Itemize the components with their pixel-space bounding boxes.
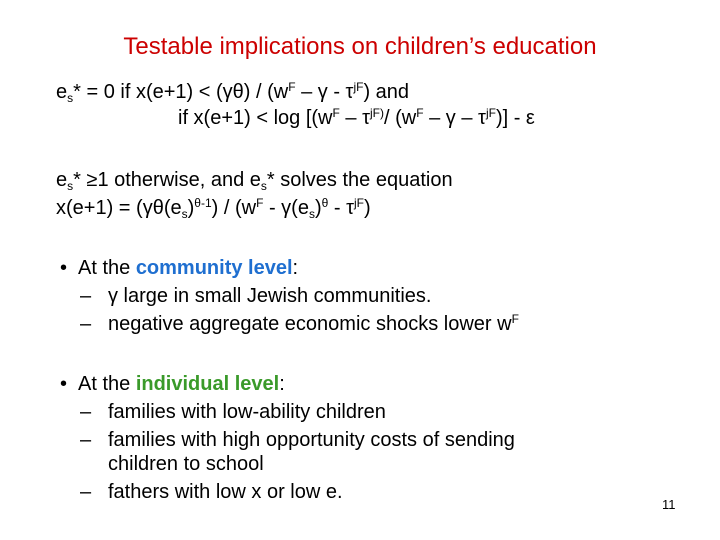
equation-line-2: if $x(e+1) < \log [(w^F - \tau^{jF)}/$ ($w^F$ – γ – $\tau^{jF}$)] - ε bbox=[178, 106, 535, 129]
equation-line-1: $e_s* = 0$ if $x(e+1) < (\gamma\theta) / (w^F - \gamma - \tau^{jF})$ and bbox=[56, 80, 410, 105]
page-number: 11 bbox=[662, 497, 676, 512]
community-level-highlight: community level bbox=[135, 257, 293, 279]
sub-bullet-item: negative aggregate economic shocks lower $w^F$ bbox=[108, 312, 519, 335]
bullet-community-level: At the community level: bbox=[78, 257, 299, 279]
sub-bullet-item-continuation: children to school bbox=[108, 453, 264, 475]
bullet-marker: • bbox=[60, 257, 68, 279]
sub-bullet-marker: – bbox=[80, 313, 92, 335]
sub-bullet-item: families with high opportunity costs of sending bbox=[108, 429, 515, 451]
sub-bullet-item: γ large in small Jewish communities. bbox=[108, 285, 432, 307]
equation-line-3: $e_s* \ge 1$ otherwise, and $e_s*$ solves the equation bbox=[56, 169, 453, 193]
sub-bullet-marker: – bbox=[80, 481, 92, 503]
bullet-individual-level: At the individual level: bbox=[78, 373, 285, 395]
sub-bullet-marker: – bbox=[80, 285, 92, 307]
sub-bullet-item: families with low-ability children bbox=[108, 401, 386, 423]
sub-bullet-marker: – bbox=[80, 401, 92, 423]
individual-level-highlight: individual level bbox=[135, 373, 280, 395]
slide-title: Testable implications on children’s education bbox=[123, 33, 597, 60]
bullet-marker: • bbox=[60, 373, 68, 395]
sub-bullet-marker: – bbox=[80, 429, 92, 451]
equation-line-4: $x(e+1) = (\gamma\theta(e_s)^{\theta-1}) / (w^F - \gamma(e_s)^\theta - \tau^{jF})$ bbox=[56, 196, 371, 221]
sub-bullet-item: fathers with low x or low e. bbox=[108, 481, 343, 503]
